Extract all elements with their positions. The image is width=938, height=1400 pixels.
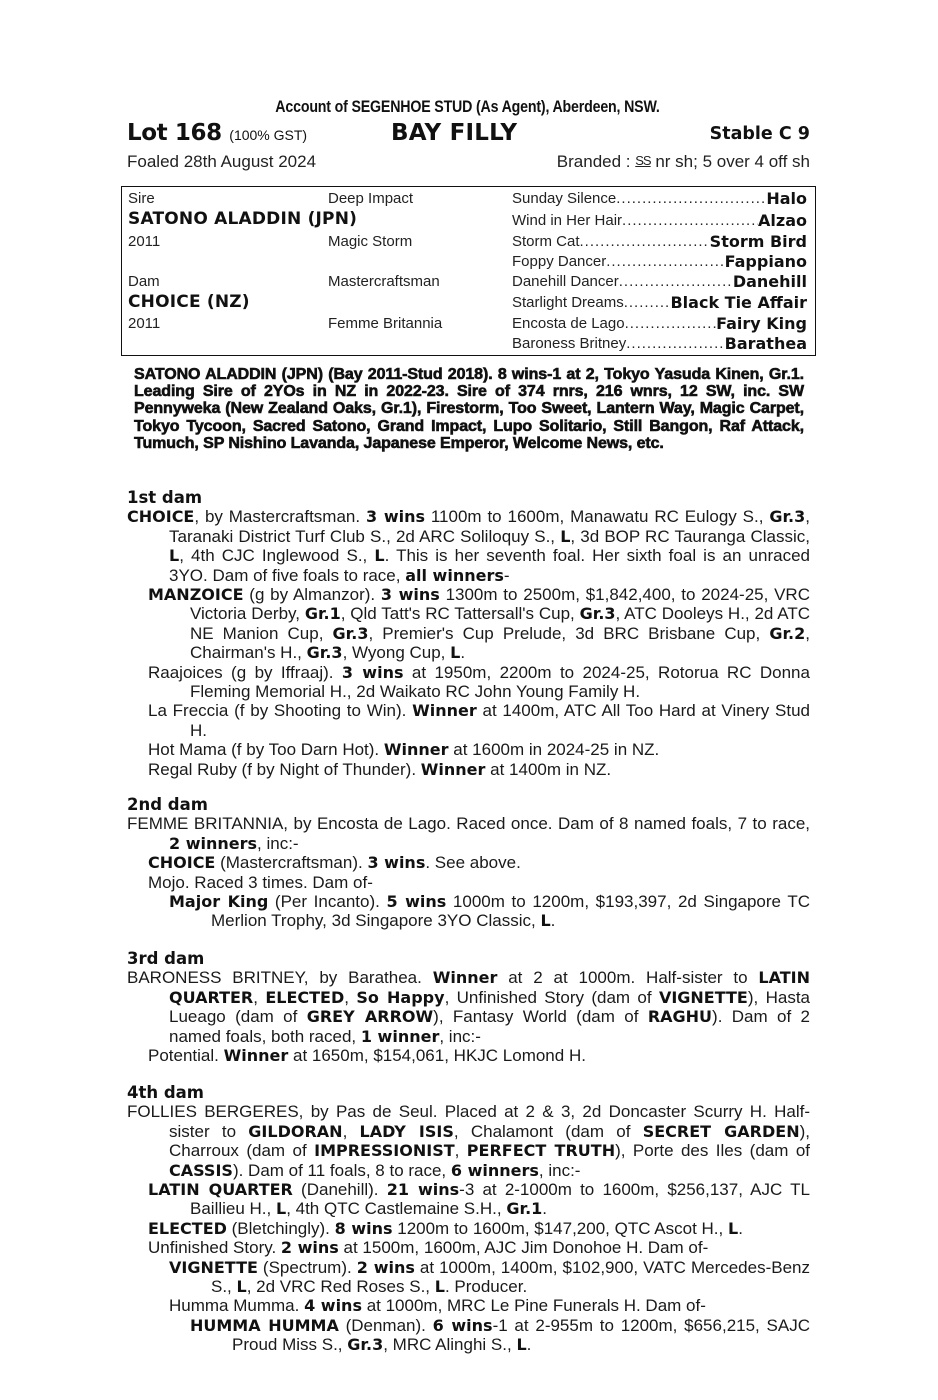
- text: , inc:-: [439, 1026, 481, 1046]
- dam-entry: [127, 1102, 810, 1180]
- dam-sire: Mastercraftsman: [328, 273, 440, 290]
- stable-location: Stable C 9: [709, 124, 810, 144]
- listed-badge: L: [169, 546, 180, 566]
- text: 1000m to 1200m, $193,397, 2d Singapore TC Merlion Trophy, 3d Singapore 3YO Classic,: [211, 892, 810, 931]
- group-badge: Gr.3: [579, 604, 616, 624]
- great-grandparent-row: [512, 334, 807, 354]
- lot-row: [127, 120, 810, 150]
- horse-name: HUMMA HUMMA: [190, 1315, 339, 1335]
- ggp-dam-line: Starlight Dreams: [512, 294, 624, 311]
- text: (g by Almanzor).: [243, 585, 381, 605]
- dam-name: CHOICE (NZ): [128, 292, 250, 312]
- great-grand-progeny-entry: [127, 1316, 810, 1355]
- ggp-sire-line: Fappiano: [724, 252, 807, 271]
- text: ,: [454, 1141, 467, 1161]
- wins: 6 wins: [432, 1315, 493, 1335]
- sire-summary: [134, 366, 804, 452]
- leader-dots: [622, 211, 758, 231]
- leader-dots: [616, 189, 766, 209]
- horse-name: GILDORAN: [248, 1121, 343, 1141]
- text: ), Fantasy World (dam of: [433, 1007, 648, 1027]
- brand-info: [557, 152, 810, 172]
- text: , 4th QTC Castlemaine S.H.,: [286, 1199, 507, 1219]
- text: , by Mastercraftsman.: [194, 507, 366, 527]
- text: (Spectrum).: [257, 1257, 357, 1277]
- first-dam-section: [127, 488, 810, 779]
- section-heading: 3rd dam: [127, 949, 205, 968]
- ggp-dam-line: Foppy Dancer: [512, 253, 607, 270]
- leader-dots: [626, 334, 724, 354]
- text: , 4th CJC Inglewood S.,: [179, 546, 375, 566]
- text: .: [526, 1335, 532, 1355]
- text: ). Dam of 2 named foals, both raced,: [169, 1007, 811, 1046]
- text: ). Dam of 11 foals, 8 to race,: [232, 1160, 451, 1180]
- fourth-dam-section: [127, 1083, 810, 1355]
- listed-badge: L: [275, 1199, 287, 1219]
- wins: Winner: [412, 701, 477, 721]
- text: Regal Ruby (f by Night of Thunder).: [148, 759, 421, 779]
- dam-entry: [127, 507, 810, 585]
- progeny-entry: [127, 701, 810, 740]
- progeny-entry: [127, 1046, 810, 1065]
- ggp-dam-line: Sunday Silence: [512, 190, 617, 207]
- listed-badge: L: [727, 1218, 739, 1238]
- text: at 1600m in 2024-25 in NZ.: [448, 740, 660, 760]
- horse-name: SECRET GARDEN: [642, 1121, 800, 1141]
- text: 1200m to 1600m, $147,200, QTC Ascot H.,: [392, 1218, 728, 1238]
- text: at 1400m in NZ.: [485, 759, 612, 779]
- group-badge: Gr.3: [347, 1335, 384, 1355]
- ggp-sire-line: Alzao: [758, 211, 807, 230]
- horse-description: BAY FILLY: [391, 120, 518, 146]
- wins: 3 wins: [380, 585, 440, 605]
- dam-dam: Femme Britannia: [328, 315, 443, 332]
- horse-name: ELECTED: [148, 1218, 227, 1238]
- section-heading: 4th dam: [127, 1083, 204, 1102]
- text: , Wyong Cup,: [342, 643, 451, 663]
- ggp-dam-line: Wind in Her Hair: [512, 212, 623, 229]
- group-badge: Gr.3: [332, 623, 369, 643]
- wins: 3 wins: [341, 662, 404, 682]
- lot-label: Lot 168: [127, 120, 222, 146]
- wins: Winner: [432, 968, 498, 988]
- wins: Winner: [420, 759, 486, 779]
- vendor-account: Account of SEGENHOE STUD (As Agent), Aberdeen, NSW.: [275, 98, 660, 116]
- catalogue-page-header: [127, 96, 810, 176]
- group-badge: Gr.1: [304, 604, 341, 624]
- text: (Bletchingly).: [226, 1218, 335, 1238]
- text: at 2 at 1000m. Half-sister to: [497, 968, 759, 988]
- wins: all winners: [405, 565, 504, 585]
- text: at 1000m, MRC Le Pine Funerals H. Dam of-: [361, 1296, 706, 1316]
- horse-name: VIGNETTE: [169, 1257, 258, 1277]
- progeny-entry: [127, 585, 810, 663]
- ggp-sire-line: Black Tie Affair: [670, 293, 807, 312]
- great-grandparent-row: [512, 293, 807, 313]
- text: , Unfinished Story (dam of: [444, 987, 659, 1007]
- horse-name: Major King: [169, 892, 269, 912]
- dam-year: 2011: [128, 315, 161, 332]
- foaled-date: Foaled 28th August 2024: [127, 152, 317, 171]
- ggp-sire-line: Barathea: [724, 334, 807, 353]
- great-grandparent-row: [512, 211, 807, 231]
- horse-name: VIGNETTE: [658, 987, 748, 1007]
- horse-name: CHOICE: [127, 507, 195, 527]
- pedigree-table: [121, 186, 816, 356]
- text: at 1000m, 1400m, $102,900, VATC Mercedes-Benz S.,: [211, 1257, 810, 1297]
- text: ,: [253, 987, 266, 1007]
- listed-badge: L: [434, 1277, 445, 1297]
- text: Raajoices (g by Iffraaj).: [148, 662, 342, 682]
- progeny-entry: [127, 1219, 810, 1238]
- dam-label: Dam: [128, 273, 160, 290]
- leader-dots: [624, 293, 671, 313]
- progeny-entry: [127, 760, 810, 779]
- gst-note: (100% GST): [229, 127, 308, 143]
- text: Humma Mumma.: [169, 1296, 305, 1316]
- text: ), Porte des Iles (dam of: [615, 1141, 810, 1161]
- dam-entry: [127, 968, 810, 1046]
- text: Potential.: [148, 1046, 224, 1066]
- wins: 2 wins: [280, 1238, 339, 1258]
- ggp-dam-line: Danehill Dancer: [512, 273, 619, 290]
- horse-name: GREY ARROW: [306, 1007, 434, 1027]
- wins: 2 wins: [356, 1257, 415, 1277]
- text: -3 at 2-1000m to 1600m, $256,137, AJC TL Baillieu H.,: [190, 1180, 811, 1219]
- great-grandparent-row: [512, 232, 807, 252]
- horse-name: MANZOICE: [148, 585, 244, 605]
- sire-dam: Magic Storm: [328, 233, 413, 250]
- group-badge: Gr.2: [769, 623, 806, 643]
- horse-name: PERFECT TRUTH: [466, 1141, 616, 1161]
- text: FOLLIES BERGERES, by Pas de Seul. Placed at 2 & 3, 2d Doncaster Scurry H. Half-sister to: [127, 1102, 810, 1141]
- great-grandparent-row: [512, 272, 807, 292]
- text: Mojo. Raced 3 times. Dam of-: [148, 872, 373, 892]
- text: BARONESS BRITNEY, by Barathea.: [127, 968, 433, 988]
- horse-name: CASSIS: [169, 1160, 233, 1180]
- text: , Qld Tatt's RC Tattersall's Cup,: [340, 604, 580, 624]
- sire-name: SATONO ALADDIN (JPN): [128, 209, 358, 229]
- listed-badge: L: [236, 1277, 247, 1297]
- text: (Denman).: [338, 1315, 433, 1335]
- progeny-entry: [127, 853, 810, 872]
- text: . This is her seventh foal. Her sixth foal is an unraced 3YO. Dam of five foals to race,: [169, 546, 810, 585]
- text: Unfinished Story.: [148, 1238, 281, 1258]
- group-badge: Gr.3: [769, 507, 806, 527]
- horse-name: IMPRESSIONIST: [314, 1141, 455, 1161]
- wins: 5 wins: [386, 892, 447, 912]
- text: 1100m to 1600m, Manawatu RC Eulogy S.,: [425, 507, 770, 527]
- text: ,: [342, 1121, 360, 1141]
- text: , ATC Dooleys H., 2d ATC NE Manion Cup,: [190, 604, 810, 643]
- text: ,: [344, 987, 357, 1007]
- brand-mark-icon: SS: [635, 153, 651, 168]
- leader-dots: [606, 252, 724, 272]
- progeny-entry: [127, 1180, 810, 1219]
- text: .: [542, 1199, 548, 1219]
- horse-name: LATIN QUARTER: [169, 968, 810, 1007]
- ggp-sire-line: Danehill: [732, 272, 807, 291]
- ggp-dam-line: Storm Cat: [512, 233, 580, 250]
- text: , inc:-: [538, 1160, 581, 1180]
- text: . Producer.: [444, 1277, 528, 1297]
- wins: Winner: [223, 1046, 289, 1066]
- wins: 8 wins: [334, 1218, 393, 1238]
- section-heading: 1st dam: [127, 488, 203, 507]
- listed-badge: L: [516, 1335, 527, 1355]
- listed-badge: L: [540, 911, 551, 931]
- text: (Per Incanto).: [268, 892, 387, 912]
- text: , Taranaki District Turf Club S., 2d ARC Soliloquy S.,: [169, 507, 810, 546]
- section-heading: 2nd dam: [127, 795, 208, 814]
- great-grandparent-row: [512, 314, 807, 334]
- horse-name: LATIN QUARTER: [148, 1180, 293, 1200]
- text: -: [503, 565, 510, 585]
- text: , Premier's Cup Prelude, 3d BRC Brisbane Cup,: [368, 623, 770, 643]
- leader-dots: [619, 272, 733, 292]
- wins: 21 wins: [386, 1180, 460, 1200]
- horse-name: CHOICE: [148, 853, 216, 873]
- ggp-sire-line: Storm Bird: [709, 232, 807, 251]
- listed-badge: L: [560, 526, 571, 546]
- text: La Freccia (f by Shooting to Win).: [148, 701, 413, 721]
- text: , 2d VRC Red Roses S.,: [246, 1277, 435, 1297]
- listed-badge: L: [450, 643, 461, 663]
- horse-name: ELECTED: [265, 987, 345, 1007]
- group-badge: Gr.1: [506, 1199, 543, 1219]
- text: ), Hasta Lueago (dam of: [169, 987, 810, 1027]
- text: (Mastercraftsman).: [215, 853, 368, 873]
- wins: 2 winners: [169, 833, 258, 853]
- text: at 1500m, 1600m, AJC Jim Donohoe H. Dam of-: [338, 1238, 709, 1258]
- ggp-sire-line: Fairy King: [716, 314, 807, 333]
- text: , Chalamont (dam of: [453, 1121, 643, 1141]
- wins: 3 wins: [365, 507, 425, 527]
- progeny-entry: [127, 663, 810, 702]
- horse-name: LADY ISIS: [359, 1121, 454, 1141]
- sire-sire: Deep Impact: [328, 190, 414, 207]
- wins: Winner: [383, 740, 449, 760]
- text: at 1650m, $154,061, HKJC Lomond H.: [288, 1046, 586, 1066]
- text: .: [738, 1218, 743, 1238]
- wins: 4 wins: [304, 1296, 362, 1316]
- leader-dots: [580, 232, 710, 252]
- text: ), Charroux (dam of: [169, 1121, 810, 1161]
- text: .: [460, 643, 466, 663]
- listed-badge: L: [374, 546, 385, 566]
- sire-summary-text: SATONO ALADDIN (JPN) (Bay 2011-Stud 2018). 8 wins-1 at 2, Tokyo Yasuda Kinen, Gr.1. Leading Sire of 2YOs in NZ in 2022-23. Sire of 374 rnrs, 216 wnrs, 12 SW, inc. SW Pennyweka (New Zealand Oaks, Gr.1), Firestorm, Too Sweet, Lantern Way, Magic Carpet, Tokyo Tycoon, Sacred Satono, Grand Impact, Lupo Solitario, Still Bangon, Raf Attack, Tumuch, SP Nishino Lavanda, Japanese Emperor, Welcome News, etc.: [134, 366, 804, 452]
- horse-name: RAGHU: [647, 1007, 713, 1027]
- grand-progeny-entry: [127, 1258, 810, 1297]
- text: Hot Mama (f by Too Darn Hot).: [148, 740, 384, 760]
- branded-label: Branded :: [556, 152, 631, 171]
- group-badge: Gr.3: [306, 643, 343, 663]
- text: at 1950m, 2200m to 2024-25, Rotorua RC Donna Fleming Memorial H., 2d Waikato RC John Young Family H.: [190, 662, 810, 702]
- wins: 1 winner: [360, 1026, 440, 1046]
- leader-dots: [625, 314, 717, 334]
- text: , 3d BOP RC Tauranga Classic,: [570, 526, 810, 546]
- progeny-entry: [127, 740, 810, 759]
- foal-row: [127, 150, 810, 176]
- wins: 3 wins: [367, 853, 426, 873]
- text: -1 at 2-955m to 1200m, $656,215, SAJC Proud Miss S.,: [232, 1315, 810, 1355]
- sire-year: 2011: [128, 233, 161, 250]
- grand-progeny-entry: [127, 1296, 810, 1315]
- text: (Danehill).: [292, 1180, 387, 1200]
- ggp-sire-line: Halo: [766, 189, 807, 208]
- great-grandparent-row: [512, 189, 807, 209]
- ggp-dam-line: Baroness Britney: [512, 335, 627, 352]
- third-dam-section: [127, 949, 810, 1065]
- text: , inc:-: [257, 833, 299, 853]
- text: .: [550, 911, 556, 931]
- progeny-entry: [127, 873, 810, 892]
- wins: 6 winners: [450, 1160, 539, 1180]
- text: . See above.: [425, 853, 521, 873]
- second-dam-section: [127, 795, 810, 931]
- text: FEMME BRITANNIA, by Encosta de Lago. Raced once. Dam of 8 named foals, 7 to race,: [127, 814, 810, 834]
- horse-name: So Happy: [356, 987, 445, 1007]
- text: , Chairman's H.,: [190, 623, 810, 663]
- lot-number: [127, 120, 307, 146]
- great-grandparent-row: [512, 252, 807, 272]
- text: at 1400m, ATC All Too Hard at Vinery Stud H.: [190, 701, 810, 740]
- text: , MRC Alinghi S.,: [383, 1335, 517, 1355]
- grand-progeny-entry: [127, 892, 810, 931]
- sire-label: Sire: [128, 190, 155, 207]
- dam-entry: [127, 814, 810, 853]
- brand-detail: nr sh; 5 over 4 off sh: [655, 152, 810, 171]
- progeny-entry: [127, 1238, 810, 1257]
- text: 1300m to 2500m, $1,842,400, to 2024-25, VRC Victoria Derby,: [190, 585, 810, 624]
- ggp-dam-line: Encosta de Lago: [512, 315, 625, 332]
